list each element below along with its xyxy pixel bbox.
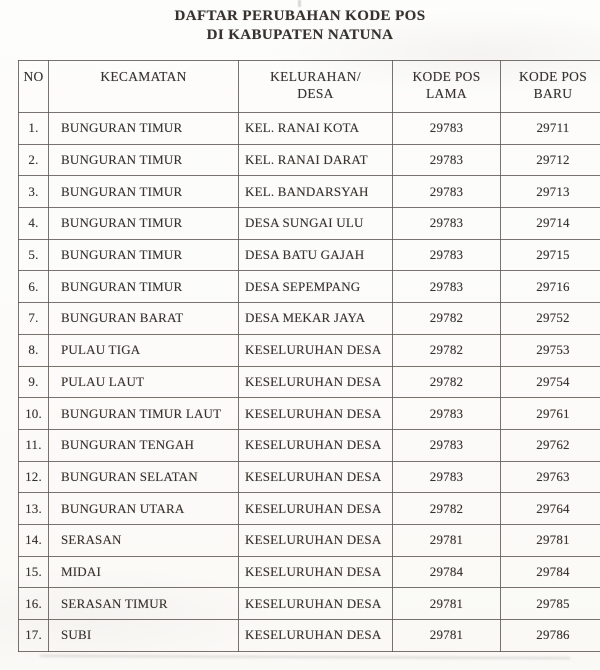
kode-pos-lama-cell: 29782 bbox=[393, 303, 501, 335]
table-row bbox=[19, 588, 600, 620]
table-row bbox=[19, 303, 600, 335]
kelurahan-desa-cell: KEL. RANAI KOTA bbox=[239, 113, 393, 145]
kode-pos-baru-cell: 29761 bbox=[501, 398, 600, 430]
kode-pos-lama-cell: 29781 bbox=[393, 588, 501, 620]
row-number-cell: 4. bbox=[19, 208, 49, 240]
kode-pos-baru-cell: 29785 bbox=[501, 588, 600, 620]
column-header-kode-pos-lama bbox=[393, 61, 501, 113]
kecamatan-cell: BUNGURAN SELATAN bbox=[49, 461, 239, 493]
table-row bbox=[19, 493, 600, 525]
kode-pos-baru-cell: 29713 bbox=[501, 176, 600, 208]
kode-pos-lama-cell: 29783 bbox=[393, 208, 501, 240]
table-row bbox=[19, 208, 600, 240]
kecamatan-cell: PULAU TIGA bbox=[49, 334, 239, 366]
kecamatan-cell: SERASAN TIMUR bbox=[49, 588, 239, 620]
kecamatan-cell: BUNGURAN TIMUR bbox=[49, 271, 239, 303]
kelurahan-desa-cell: KEL. BANDARSYAH bbox=[239, 176, 393, 208]
row-number-cell: 3. bbox=[19, 176, 49, 208]
kelurahan-desa-cell: KESELURUHAN DESA bbox=[239, 461, 393, 493]
kecamatan-cell: SUBI bbox=[49, 620, 239, 652]
kelurahan-desa-cell: KESELURUHAN DESA bbox=[239, 524, 393, 556]
scan-shadow bbox=[40, 655, 570, 659]
kode-pos-baru-cell: 29753 bbox=[501, 334, 600, 366]
kode-pos-lama-cell: 29781 bbox=[393, 620, 501, 652]
table-body bbox=[19, 113, 600, 652]
table-row bbox=[19, 144, 600, 176]
kode-pos-baru-cell: 29715 bbox=[501, 239, 600, 271]
table-header-row bbox=[19, 61, 600, 113]
kecamatan-cell: BUNGURAN TIMUR bbox=[49, 239, 239, 271]
document-title bbox=[0, 7, 600, 45]
row-number-cell: 11. bbox=[19, 429, 49, 461]
row-number-cell: 12. bbox=[19, 461, 49, 493]
kecamatan-cell: BUNGURAN TIMUR bbox=[49, 208, 239, 240]
kode-pos-lama-cell: 29782 bbox=[393, 334, 501, 366]
kode-pos-baru-cell: 29763 bbox=[501, 461, 600, 493]
kelurahan-desa-cell: KESELURUHAN DESA bbox=[239, 620, 393, 652]
kecamatan-cell: BUNGURAN TIMUR LAUT bbox=[49, 398, 239, 430]
row-number-cell: 9. bbox=[19, 366, 49, 398]
row-number-cell: 5. bbox=[19, 239, 49, 271]
kode-pos-lama-cell: 29781 bbox=[393, 524, 501, 556]
kelurahan-desa-cell: KESELURUHAN DESA bbox=[239, 588, 393, 620]
row-number-cell: 1. bbox=[19, 113, 49, 145]
kode-pos-baru-cell: 29786 bbox=[501, 620, 600, 652]
kode-pos-lama-cell: 29782 bbox=[393, 493, 501, 525]
kelurahan-desa-cell: KESELURUHAN DESA bbox=[239, 429, 393, 461]
table-row bbox=[19, 239, 600, 271]
table-head bbox=[19, 61, 600, 113]
postal-code-table bbox=[18, 60, 600, 652]
document-title-line1: DAFTAR PERUBAHAN KODE POS bbox=[174, 8, 426, 24]
table-row bbox=[19, 524, 600, 556]
column-header-lama-line1: KODE POS bbox=[412, 69, 481, 84]
row-number-cell: 8. bbox=[19, 334, 49, 366]
column-header-baru-line1: KODE POS bbox=[518, 69, 588, 84]
row-number-cell: 6. bbox=[19, 271, 49, 303]
table-row bbox=[19, 429, 600, 461]
kelurahan-desa-cell: KESELURUHAN DESA bbox=[239, 334, 393, 366]
kecamatan-cell: BUNGURAN BARAT bbox=[49, 303, 239, 335]
kecamatan-cell: SERASAN bbox=[49, 524, 239, 556]
row-number-cell: 2. bbox=[19, 144, 49, 176]
table-row bbox=[19, 366, 600, 398]
row-number-cell: 10. bbox=[19, 398, 49, 430]
document-title-line2: DI KABUPATEN NATUNA bbox=[206, 27, 394, 43]
row-number-cell: 16. bbox=[19, 588, 49, 620]
kode-pos-lama-cell: 29783 bbox=[393, 239, 501, 271]
row-number-cell: 14. bbox=[19, 524, 49, 556]
table-row bbox=[19, 398, 600, 430]
kode-pos-lama-cell: 29783 bbox=[393, 429, 501, 461]
kode-pos-lama-cell: 29783 bbox=[393, 144, 501, 176]
table-row bbox=[19, 113, 600, 145]
table-row bbox=[19, 556, 600, 588]
kecamatan-cell: BUNGURAN TIMUR bbox=[49, 144, 239, 176]
column-header-lama-line2: LAMA bbox=[426, 86, 467, 101]
kelurahan-desa-cell: DESA BATU GAJAH bbox=[239, 239, 393, 271]
row-number-cell: 17. bbox=[19, 620, 49, 652]
kode-pos-baru-cell: 29781 bbox=[501, 524, 600, 556]
kelurahan-desa-cell: KESELURUHAN DESA bbox=[239, 556, 393, 588]
kode-pos-lama-cell: 29784 bbox=[393, 556, 501, 588]
kode-pos-lama-cell: 29783 bbox=[393, 113, 501, 145]
kode-pos-baru-cell: 29754 bbox=[501, 366, 600, 398]
table-row bbox=[19, 620, 600, 652]
kode-pos-lama-cell: 29783 bbox=[393, 398, 501, 430]
column-header-kelurahan-line2: DESA bbox=[297, 86, 334, 101]
table-row bbox=[19, 176, 600, 208]
kode-pos-baru-cell: 29716 bbox=[501, 271, 600, 303]
kelurahan-desa-cell: KESELURUHAN DESA bbox=[239, 493, 393, 525]
kecamatan-cell: BUNGURAN TIMUR bbox=[49, 176, 239, 208]
kode-pos-baru-cell: 29762 bbox=[501, 429, 600, 461]
kecamatan-cell: PULAU LAUT bbox=[49, 366, 239, 398]
kode-pos-lama-cell: 29783 bbox=[393, 271, 501, 303]
kelurahan-desa-cell: DESA SUNGAI ULU bbox=[239, 208, 393, 240]
column-header-kode-pos-baru bbox=[501, 61, 600, 113]
column-header-kelurahan-desa bbox=[239, 61, 393, 113]
kode-pos-baru-cell: 29784 bbox=[501, 556, 600, 588]
table-row bbox=[19, 461, 600, 493]
kelurahan-desa-cell: DESA MEKAR JAYA bbox=[239, 303, 393, 335]
column-header-no bbox=[19, 61, 49, 113]
kelurahan-desa-cell: KESELURUHAN DESA bbox=[239, 398, 393, 430]
kode-pos-lama-cell: 29782 bbox=[393, 366, 501, 398]
column-header-baru-line2: BARU bbox=[533, 86, 573, 101]
row-number-cell: 7. bbox=[19, 303, 49, 335]
column-header-kelurahan-line1: KELURAHAN/ bbox=[270, 69, 361, 84]
kode-pos-baru-cell: 29711 bbox=[501, 113, 600, 145]
column-header-kecamatan-line1: KECAMATAN bbox=[100, 69, 187, 84]
row-number-cell: 13. bbox=[19, 493, 49, 525]
table-row bbox=[19, 334, 600, 366]
kode-pos-baru-cell: 29752 bbox=[501, 303, 600, 335]
scan-artifact bbox=[298, 0, 301, 7]
kode-pos-lama-cell: 29783 bbox=[393, 176, 501, 208]
table-row bbox=[19, 271, 600, 303]
kecamatan-cell: BUNGURAN UTARA bbox=[49, 493, 239, 525]
kode-pos-lama-cell: 29783 bbox=[393, 461, 501, 493]
row-number-cell: 15. bbox=[19, 556, 49, 588]
kode-pos-baru-cell: 29712 bbox=[501, 144, 600, 176]
column-header-no-line1: NO bbox=[23, 69, 44, 84]
kecamatan-cell: MIDAI bbox=[49, 556, 239, 588]
column-header-kecamatan bbox=[49, 61, 239, 113]
kelurahan-desa-cell: DESA SEPEMPANG bbox=[239, 271, 393, 303]
kecamatan-cell: BUNGURAN TENGAH bbox=[49, 429, 239, 461]
kode-pos-baru-cell: 29764 bbox=[501, 493, 600, 525]
kelurahan-desa-cell: KEL. RANAI DARAT bbox=[239, 144, 393, 176]
kecamatan-cell: BUNGURAN TIMUR bbox=[49, 113, 239, 145]
kode-pos-baru-cell: 29714 bbox=[501, 208, 600, 240]
kelurahan-desa-cell: KESELURUHAN DESA bbox=[239, 366, 393, 398]
